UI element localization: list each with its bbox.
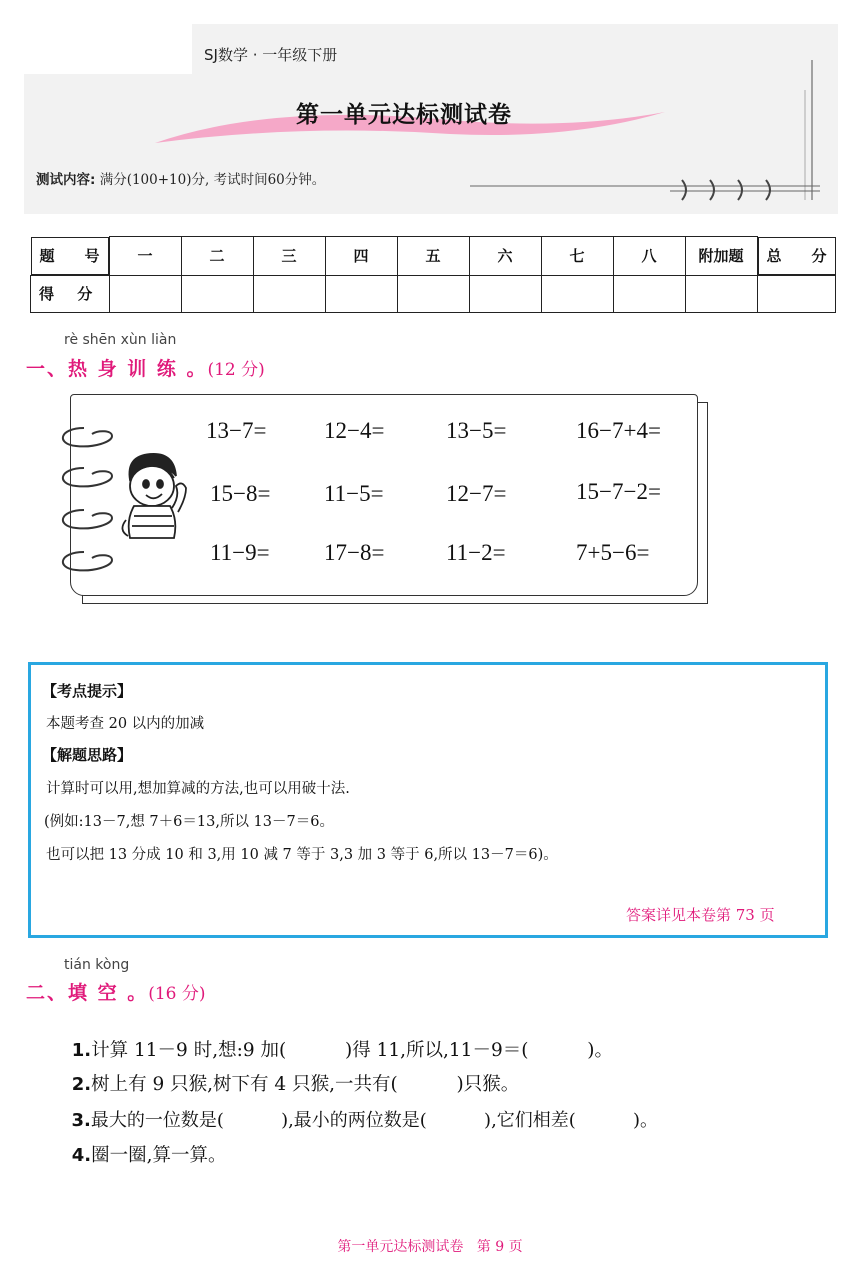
equation: 7+5−6=: [576, 540, 650, 565]
col-header: 附加题: [685, 237, 757, 276]
score-table-header-row: [31, 237, 836, 276]
total-header: [758, 237, 836, 275]
equation: 11−9=: [210, 540, 270, 565]
equation: 12−7=: [446, 481, 507, 506]
tip-text: 计算时可以用,想加算减的方法,也可以用破十法.: [46, 781, 350, 797]
question-4: [60, 1120, 227, 1167]
section2-score: (16 分): [148, 984, 206, 1004]
tip-box: [28, 662, 828, 938]
section2-pinyin: tián kòng: [64, 957, 130, 973]
question-text: 计算 11－9 时,想:9 加( )得 11,所以,11－9＝( )。: [91, 1040, 613, 1061]
score-table-score-row: [31, 275, 836, 312]
total-char: 总: [766, 247, 782, 265]
label-char: 号: [84, 247, 100, 265]
score-cell[interactable]: [613, 275, 685, 312]
question-number: 3.: [71, 1110, 91, 1131]
equation: 11−5=: [324, 481, 384, 506]
score-cell[interactable]: [757, 275, 836, 312]
section1-score: (12 分): [207, 360, 265, 380]
test-info: [36, 168, 325, 188]
header-corner: [24, 24, 192, 74]
score-cell[interactable]: [181, 275, 253, 312]
section1-pinyin: rè shēn xùn liàn: [64, 332, 177, 348]
section1-title: 一、热 身 训 练 。: [26, 358, 208, 380]
section1-heading: [26, 354, 265, 381]
equation: 15−7−2=: [576, 479, 661, 504]
equation: 13−7=: [206, 418, 267, 443]
score-cell[interactable]: [325, 275, 397, 312]
score-cell[interactable]: [109, 275, 181, 312]
label-cell-score: [31, 275, 110, 312]
equation: 12−4=: [324, 418, 385, 443]
tip-heading-approach: 【解题思路】: [42, 746, 133, 764]
question-number: 1.: [71, 1040, 92, 1061]
spiral-rings-icon: [54, 418, 124, 588]
question-text: 圈一圈,算一算。: [91, 1145, 227, 1166]
question-number: 4.: [71, 1145, 92, 1166]
exam-title: 第一单元达标测试卷: [296, 102, 512, 128]
col-header: 七: [541, 237, 613, 276]
score-cell[interactable]: [685, 275, 757, 312]
tip-text: 本题考查 20 以内的加减: [46, 716, 205, 732]
score-cell[interactable]: [253, 275, 325, 312]
col-header: 六: [469, 237, 541, 276]
col-header: 二: [181, 237, 253, 276]
equation: 16−7+4=: [576, 418, 661, 443]
question-text: 树上有 9 只猴,树下有 4 只猴,一共有( )只猴。: [91, 1074, 520, 1095]
question-text: 最大的一位数是( ),最小的两位数是( ),它们相差( )。: [90, 1110, 659, 1131]
equation: 17−8=: [324, 540, 385, 565]
score-cell[interactable]: [541, 275, 613, 312]
score-cell[interactable]: [397, 275, 469, 312]
col-header: 五: [397, 237, 469, 276]
page-footer: 第一单元达标测试卷 第 9 页: [337, 1239, 523, 1255]
answer-reference: 答案详见本卷第 73 页: [626, 906, 775, 924]
score-cell[interactable]: [469, 275, 541, 312]
score-table: [30, 236, 836, 313]
header-line-decoration: [460, 60, 830, 210]
equation: 13−5=: [446, 418, 507, 443]
tip-heading-key-points: 【考点提示】: [42, 682, 133, 700]
equation: 15−8=: [210, 481, 271, 506]
tip-text: 也可以把 13 分成 10 和 3,用 10 减 7 等于 3,3 加 3 等于 6,所以 13－7＝6)。: [46, 847, 558, 863]
boy-cartoon-icon: [116, 450, 192, 546]
test-info-label: 测试内容:: [36, 172, 96, 188]
col-header: 四: [325, 237, 397, 276]
total-char: 分: [811, 247, 827, 265]
col-header: 一: [109, 237, 181, 276]
label-char: 得: [39, 285, 55, 303]
label-char: 分: [77, 285, 93, 303]
label-cell-question-number: [31, 237, 109, 275]
series-label: SJ数学 · 一年级下册: [204, 46, 338, 64]
test-info-text: 满分(100+10)分, 考试时间60分钟。: [99, 172, 326, 188]
equation: 11−2=: [446, 540, 506, 565]
question-number: 2.: [71, 1074, 92, 1095]
col-header: 八: [613, 237, 685, 276]
col-header: 三: [253, 237, 325, 276]
section2-heading: [26, 978, 206, 1005]
label-char: 题: [39, 247, 55, 265]
tip-text: (例如:13－7,想 7＋6＝13,所以 13－7＝6。: [44, 814, 334, 830]
section2-title: 二、填 空 。: [26, 982, 149, 1004]
